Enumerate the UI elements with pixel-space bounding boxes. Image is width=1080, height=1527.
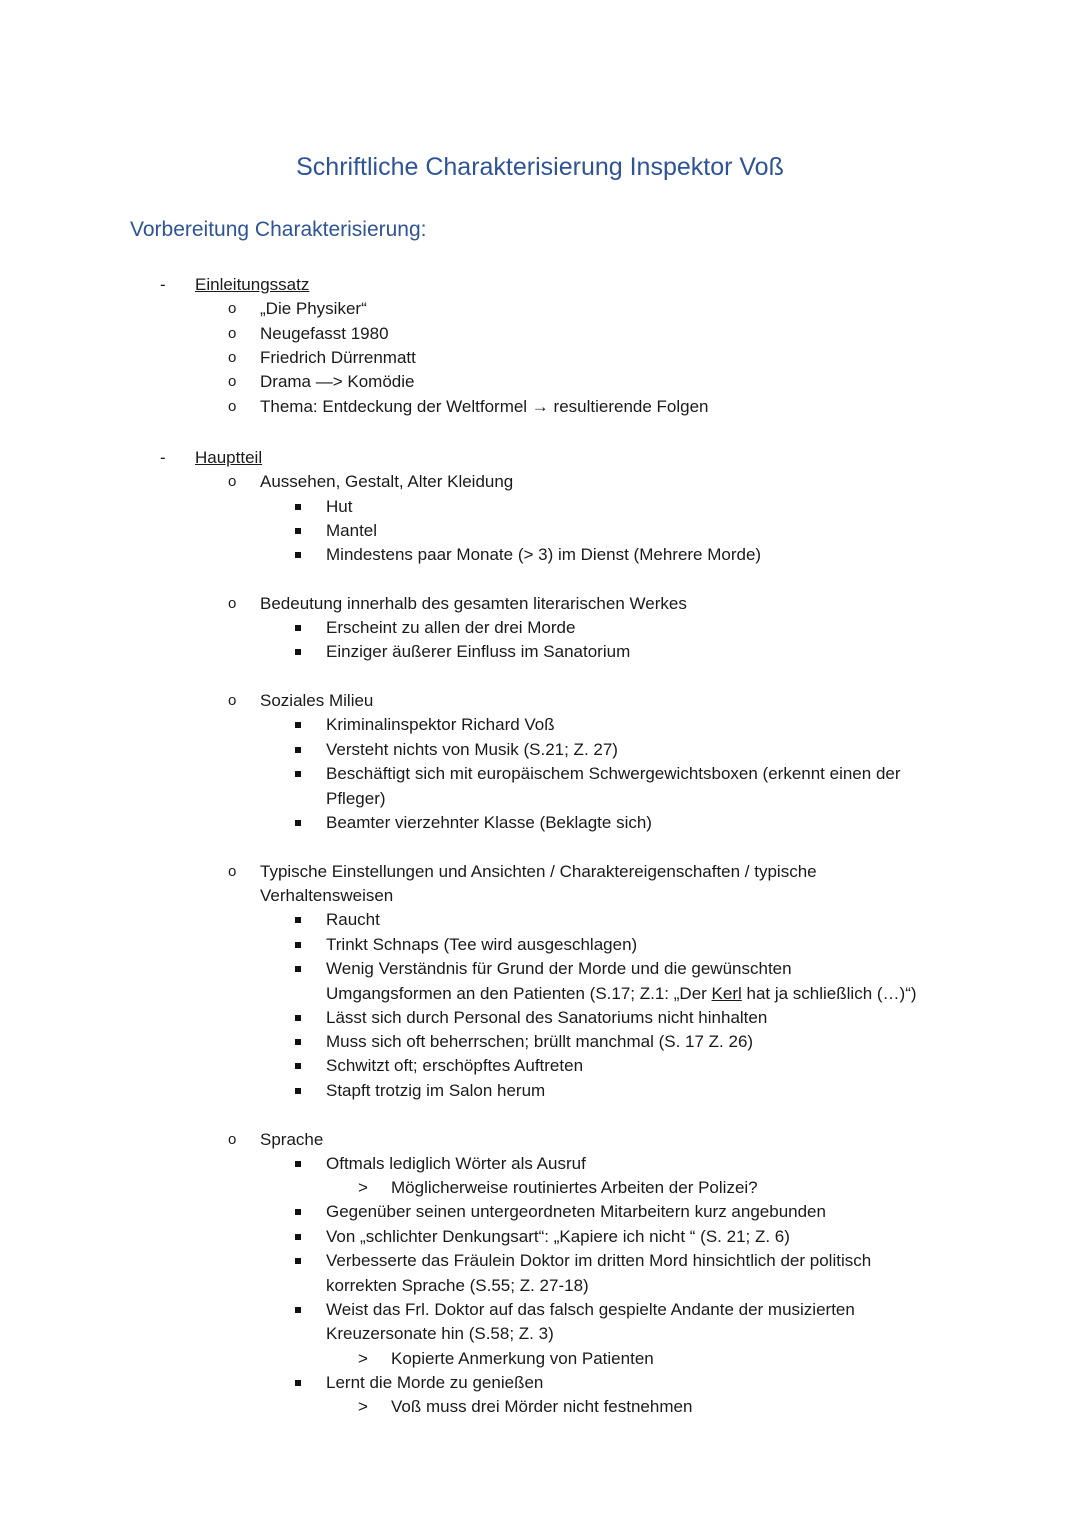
arrow-bullet: > bbox=[358, 1178, 368, 1197]
bullet-text: Wenig Verständnis für Grund der Morde und die gewünschten bbox=[326, 959, 792, 978]
dash-bullet: - bbox=[160, 275, 166, 294]
square-bullet bbox=[295, 1380, 301, 1386]
subsection-label: Soziales Milieu bbox=[260, 691, 374, 710]
bullet-text: Gegenüber seinen untergeordneten Mitarbeitern kurz angebunden bbox=[326, 1202, 826, 1221]
einleitung-item: „Die Physiker“ bbox=[260, 299, 367, 318]
square-bullet bbox=[295, 1234, 301, 1240]
bullet-text: Mindestens paar Monate (> 3) im Dienst (Mehrere Morde) bbox=[326, 545, 762, 564]
circle-bullet: o bbox=[228, 325, 237, 342]
square-bullet bbox=[295, 747, 301, 753]
square-bullet bbox=[295, 1307, 301, 1313]
square-bullet bbox=[295, 1088, 301, 1094]
subsection-label: Typische Einstellungen und Ansichten / Charaktereigenschaften / typische bbox=[260, 862, 817, 881]
arrow-bullet: > bbox=[358, 1349, 368, 1368]
bullet-text: Versteht nichts von Musik (S.21; Z. 27) bbox=[326, 740, 618, 759]
quote-text bbox=[326, 982, 917, 1006]
square-bullet bbox=[295, 820, 301, 826]
bullet-text: Schwitzt oft; erschöpftes Auftreten bbox=[326, 1056, 584, 1075]
circle-bullet: o bbox=[228, 300, 237, 317]
bullet-text: Kriminalinspektor Richard Voß bbox=[326, 715, 555, 734]
square-bullet bbox=[295, 504, 301, 510]
einleitung-item: Drama —> Komödie bbox=[260, 372, 415, 391]
bullet-text: Oftmals lediglich Wörter als Ausruf bbox=[326, 1154, 586, 1173]
dash-bullet: - bbox=[160, 448, 166, 467]
subsection-label: Sprache bbox=[260, 1130, 324, 1149]
bullet-text: Hut bbox=[326, 497, 353, 516]
einleitung-item: Thema: Entdeckung der Weltformel → resultierende Folgen bbox=[260, 397, 709, 416]
bullet-text: Von „schlichter Denkungsart“: „Kapiere ich nicht “ (S. 21; Z. 6) bbox=[326, 1227, 790, 1246]
bullet-text: Trinkt Schnaps (Tee wird ausgeschlagen) bbox=[326, 935, 638, 954]
bullet-text: Möglicherweise routiniertes Arbeiten der Polizei? bbox=[391, 1178, 758, 1197]
square-bullet bbox=[295, 625, 301, 631]
einleitung-item: Neugefasst 1980 bbox=[260, 324, 389, 343]
section-heading-vorbereitung: Vorbereitung Charakterisierung: bbox=[130, 218, 427, 241]
circle-bullet: o bbox=[228, 349, 237, 366]
bullet-text: Lernt die Morde zu genießen bbox=[326, 1373, 544, 1392]
einleitung-item: Friedrich Dürrenmatt bbox=[260, 348, 416, 367]
document-title: Schriftliche Charakterisierung Inspektor Voß bbox=[296, 153, 784, 181]
arrow-bullet: > bbox=[358, 1397, 368, 1416]
square-bullet bbox=[295, 1039, 301, 1045]
square-bullet bbox=[295, 917, 301, 923]
bullet-text: Beschäftigt sich mit europäischem Schwergewichtsboxen (erkennt einen der bbox=[326, 764, 901, 783]
circle-bullet: o bbox=[228, 863, 237, 880]
einleitung-heading: Einleitungssatz bbox=[195, 275, 310, 294]
quote-pre: Umgangsformen an den Patienten (S.17; Z.1: „Der bbox=[326, 984, 712, 1003]
square-bullet bbox=[295, 942, 301, 948]
circle-bullet: o bbox=[228, 1131, 237, 1148]
square-bullet bbox=[295, 552, 301, 558]
square-bullet bbox=[295, 722, 301, 728]
bullet-text: Beamter vierzehnter Klasse (Beklagte sich) bbox=[326, 813, 652, 832]
subsection-label: Aussehen, Gestalt, Alter Kleidung bbox=[260, 472, 514, 491]
square-bullet bbox=[295, 528, 301, 534]
bullet-text: Stapft trotzig im Salon herum bbox=[326, 1081, 546, 1100]
square-bullet bbox=[295, 649, 301, 655]
quote-post: hat ja schließlich (…)“) bbox=[741, 984, 917, 1003]
square-bullet bbox=[295, 1063, 301, 1069]
square-bullet bbox=[295, 966, 301, 972]
square-bullet bbox=[295, 1209, 301, 1215]
circle-bullet: o bbox=[228, 692, 237, 709]
bullet-text: Erscheint zu allen der drei Morde bbox=[326, 618, 576, 637]
square-bullet bbox=[295, 771, 301, 777]
subsection-label: Bedeutung innerhalb des gesamten literarischen Werkes bbox=[260, 594, 687, 613]
square-bullet bbox=[295, 1015, 301, 1021]
circle-bullet: o bbox=[228, 373, 237, 390]
circle-bullet: o bbox=[228, 398, 237, 415]
square-bullet bbox=[295, 1161, 301, 1167]
square-bullet bbox=[295, 1258, 301, 1264]
hauptteil-heading: Hauptteil bbox=[195, 448, 263, 467]
circle-bullet: o bbox=[228, 595, 237, 612]
quote-underlined-word: Kerl bbox=[711, 984, 742, 1003]
bullet-text: Pfleger) bbox=[326, 789, 386, 808]
bullet-text: Lässt sich durch Personal des Sanatoriums nicht hinhalten bbox=[326, 1008, 768, 1027]
bullet-text: Kreuzersonate hin (S.58; Z. 3) bbox=[326, 1324, 554, 1343]
bullet-text: Verbesserte das Fräulein Doktor im dritten Mord hinsichtlich der politisch bbox=[326, 1251, 872, 1270]
bullet-text: Mantel bbox=[326, 521, 378, 540]
bullet-text: korrekten Sprache (S.55; Z. 27-18) bbox=[326, 1276, 589, 1295]
bullet-text: Kopierte Anmerkung von Patienten bbox=[391, 1349, 654, 1368]
bullet-text: Muss sich oft beherrschen; brüllt manchmal (S. 17 Z. 26) bbox=[326, 1032, 754, 1051]
circle-bullet: o bbox=[228, 473, 237, 490]
bullet-text: Einziger äußerer Einfluss im Sanatorium bbox=[326, 642, 631, 661]
bullet-text: Voß muss drei Mörder nicht festnehmen bbox=[391, 1397, 693, 1416]
bullet-text: Weist das Frl. Doktor auf das falsch gespielte Andante der musizierten bbox=[326, 1300, 855, 1319]
bullet-text: Raucht bbox=[326, 910, 380, 929]
subsection-label: Verhaltensweisen bbox=[260, 886, 394, 905]
